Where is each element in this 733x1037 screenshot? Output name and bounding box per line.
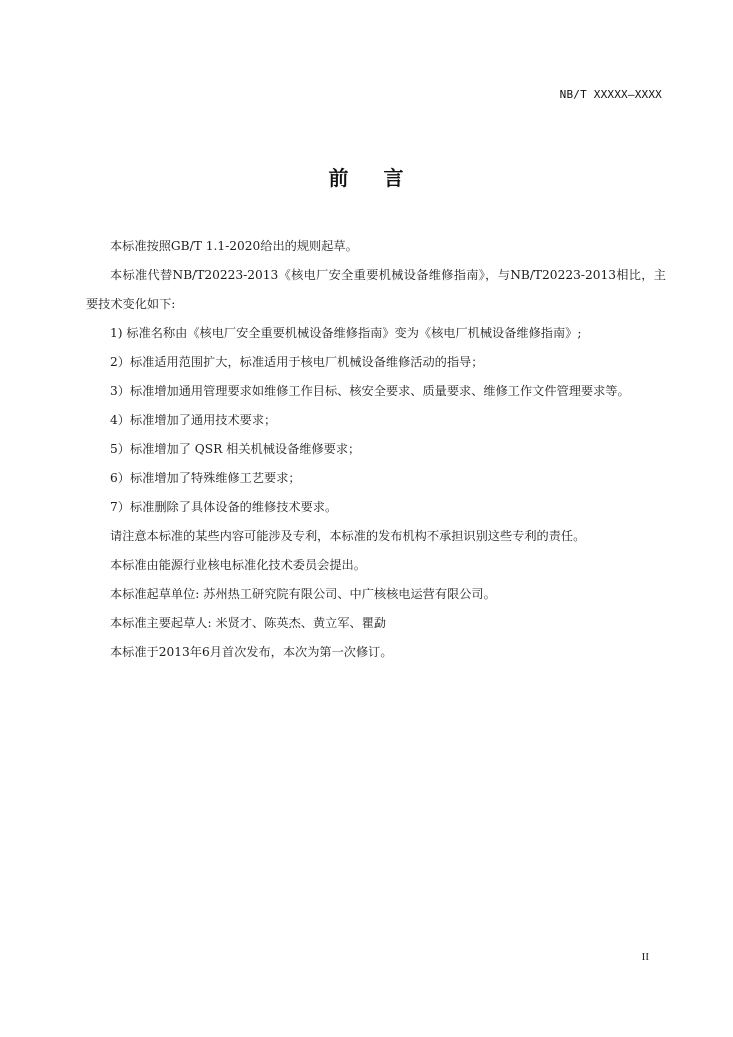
- list-item-change-2: 2）标准适用范围扩大，标准适用于核电厂机械设备维修活动的指导；: [110, 355, 484, 369]
- title-char-1: 前: [328, 166, 350, 190]
- list-item-change-5: 5）标准增加了 QSR 相关机械设备维修要求；: [110, 442, 361, 456]
- list-item-change-1: 1) 标准名称由《核电厂安全重要机械设备维修指南》变为《核电厂机械设备维修指南》;: [110, 326, 582, 340]
- paragraph-drafting-rules: 本标准按照GB/T 1.1-2020给出的规则起草。: [110, 239, 358, 253]
- paragraph-patent-notice: 请注意本标准的某些内容可能涉及专利，本标准的发布机构不承担识别这些专利的责任。: [110, 529, 586, 543]
- preface-body: [86, 232, 666, 667]
- paragraph-drafting-units: 本标准起草单位: 苏州热工研究院有限公司、中广核核电运营有限公司。: [110, 587, 496, 601]
- paragraph-publication-history: 本标准于2013年6月首次发布，本次为第一次修订。: [110, 645, 393, 659]
- section-title: [0, 162, 733, 191]
- list-item-change-7: 7）标准删除了具体设备的维修技术要求。: [110, 500, 338, 514]
- title-char-2: 言: [383, 166, 405, 190]
- paragraph-replacement: 本标准代替NB/T20223-2013《核电厂安全重要机械设备维修指南》，与NB/T20223-2013相比，主要技术变化如下:: [86, 268, 666, 311]
- page-number: II: [641, 951, 649, 963]
- list-item-change-3: 3）标准增加通用管理要求如维修工作目标、核安全要求、质量要求、维修工作文件管理要求等。: [110, 384, 630, 398]
- paragraph-proposer: 本标准由能源行业核电标准化技术委员会提出。: [110, 558, 366, 572]
- document-code: NB/T XXXXX—XXXX: [559, 88, 662, 101]
- list-item-change-4: 4）标准增加了通用技术要求；: [110, 413, 277, 427]
- paragraph-drafters: 本标准主要起草人: 米贤才、陈英杰、黄立军、瞿勐: [110, 616, 387, 630]
- list-item-change-6: 6）标准增加了特殊维修工艺要求；: [110, 471, 301, 485]
